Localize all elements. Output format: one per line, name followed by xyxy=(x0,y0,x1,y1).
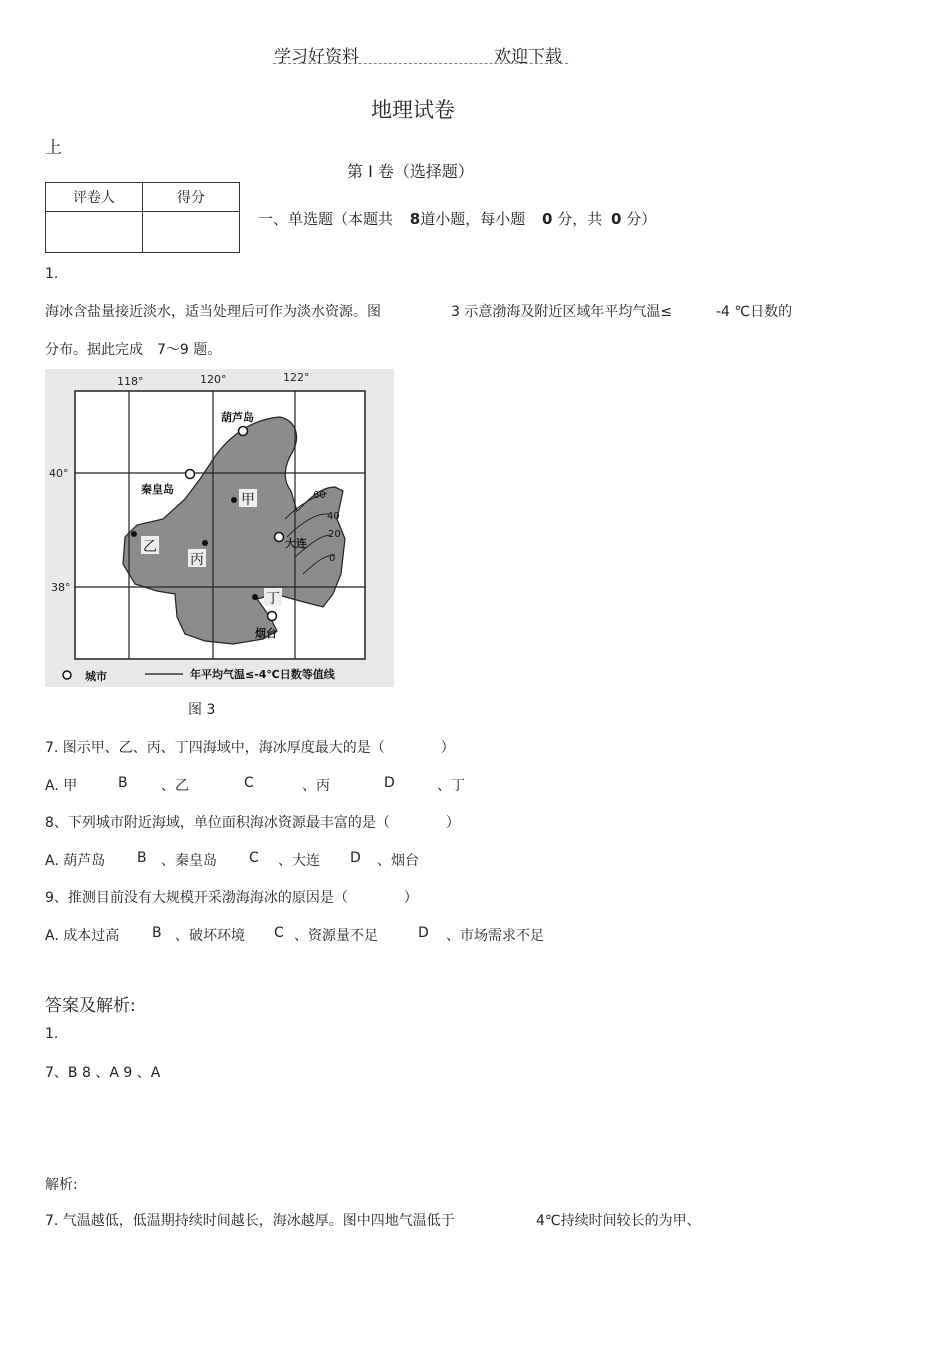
area-label-bing: 丙 xyxy=(190,552,204,568)
q9-option-c-letter: C xyxy=(274,925,284,941)
header-divider xyxy=(273,63,568,64)
q7-option-a: A. 甲 xyxy=(45,778,78,794)
q7-option-c-letter: C xyxy=(244,775,254,791)
intro-line1-c: -4 ℃日数的 xyxy=(716,304,793,320)
header-left: 学习好资料 xyxy=(274,47,359,67)
section-mid2: 分，共 xyxy=(557,210,603,228)
score-table xyxy=(45,182,240,253)
legend-city-label: 城市 xyxy=(85,670,107,683)
section-heading xyxy=(258,208,656,229)
section-suffix: 分） xyxy=(626,210,657,228)
question-number: 1. xyxy=(45,266,59,282)
answer-heading: 答案及解析: xyxy=(45,996,136,1016)
area-point-icon xyxy=(252,594,258,600)
q7-option-d: 、丁 xyxy=(437,778,465,794)
q7-option-d-letter: D xyxy=(384,775,395,791)
figure-caption: 图 3 xyxy=(188,702,216,718)
city-label-dalian: 大连 xyxy=(285,537,307,550)
q8-option-c: 、大连 xyxy=(278,853,320,869)
map-legend xyxy=(63,667,336,683)
q9-option-b-letter: B xyxy=(152,925,162,941)
isoline-label-20: 20 xyxy=(328,529,341,540)
area-label-jia: 甲 xyxy=(241,492,255,508)
q7-option-b-letter: B xyxy=(118,775,128,791)
q9-option-a: A. 成本过高 xyxy=(45,928,120,944)
section-points: 0 xyxy=(542,210,553,228)
area-point-icon xyxy=(131,531,137,537)
area-point-icon xyxy=(231,497,237,503)
section-prefix: 一、单选题（本题共 xyxy=(258,210,394,228)
header-right: 欢迎下载 xyxy=(494,47,562,67)
q8-stem: 8、下列城市附近海域，单位面积海冰资源最丰富的是（ ） xyxy=(45,815,460,831)
q7-option-c: 、丙 xyxy=(302,778,330,794)
intro-line1-b: 3 示意渤海及附近区域年平均气温≤ xyxy=(451,304,673,320)
bohai-map xyxy=(45,369,394,687)
area-label-ding: 丁 xyxy=(266,591,280,607)
lon-label-122: 122° xyxy=(283,371,310,384)
city-label-huludao: 葫芦岛 xyxy=(221,411,254,424)
intro-line2: 分布。据此完成 7～9 题。 xyxy=(45,342,222,358)
q8-option-b: 、秦皇岛 xyxy=(161,853,217,869)
city-marker-icon xyxy=(268,612,277,621)
q9-option-c: 、资源量不足 xyxy=(294,928,378,944)
analysis-text-a: 7. 气温越低，低温期持续时间越长，海冰越厚。图中四地气温低于 xyxy=(45,1213,455,1229)
isoline-label-40: 40 xyxy=(327,511,340,522)
answer-number: 1. xyxy=(45,1026,59,1042)
q9-stem: 9、推测目前没有大规模开采渤海海冰的原因是（ ） xyxy=(45,890,418,906)
city-marker-icon xyxy=(186,470,195,479)
area-point-icon xyxy=(202,540,208,546)
city-marker-icon xyxy=(275,533,284,542)
top-mark: 上 xyxy=(45,138,62,158)
score-header-grader: 评卷人 xyxy=(46,183,143,212)
area-label-yi: 乙 xyxy=(143,539,157,555)
score-header-score: 得分 xyxy=(143,183,240,212)
legend-city-icon xyxy=(63,671,71,679)
page-title: 地理试卷 xyxy=(371,98,455,122)
score-cell-grader xyxy=(46,212,143,253)
q8-option-c-letter: C xyxy=(249,850,259,866)
score-cell-score xyxy=(143,212,240,253)
legend-line-label: 年平均气温≤-4℃日数等值线 xyxy=(190,668,335,681)
q7-option-b: 、乙 xyxy=(161,778,189,794)
q9-option-b: 、破坏环境 xyxy=(175,928,245,944)
analysis-text-b: 4℃持续时间较长的为甲、 xyxy=(536,1213,701,1229)
city-label-yantai: 烟台 xyxy=(255,627,277,640)
answer-keys: 7、B 8 、A 9 、A xyxy=(45,1065,161,1081)
section-total: 0 xyxy=(611,210,622,228)
city-marker-icon xyxy=(239,427,248,436)
analysis-label: 解析: xyxy=(45,1177,78,1193)
q9-option-d-letter: D xyxy=(418,925,429,941)
isoline-label-0: 0 xyxy=(329,553,336,564)
city-label-qinhuangdao: 秦皇岛 xyxy=(141,483,174,496)
intro-line1-a: 海冰含盐量接近淡水，适当处理后可作为淡水资源。图 xyxy=(45,304,381,320)
q7-stem: 7. 图示甲、乙、丙、丁四海域中，海冰厚度最大的是（ ） xyxy=(45,740,455,756)
lat-label-40: 40° xyxy=(49,467,69,480)
section-mid1: 道小题，每小题 xyxy=(420,210,526,228)
volume-title: 第 I 卷（选择题） xyxy=(347,162,474,181)
q8-option-d-letter: D xyxy=(350,850,361,866)
section-count: 8 xyxy=(409,210,421,228)
lon-label-118: 118° xyxy=(117,375,144,388)
lon-label-120: 120° xyxy=(200,373,227,386)
q8-option-d: 、烟台 xyxy=(377,853,419,869)
isoline-label-60: 60 xyxy=(313,490,326,501)
q8-option-a: A. 葫芦岛 xyxy=(45,853,106,869)
lat-label-38: 38° xyxy=(51,581,71,594)
q8-option-b-letter: B xyxy=(137,850,147,866)
q9-option-d: 、市场需求不足 xyxy=(446,928,544,944)
